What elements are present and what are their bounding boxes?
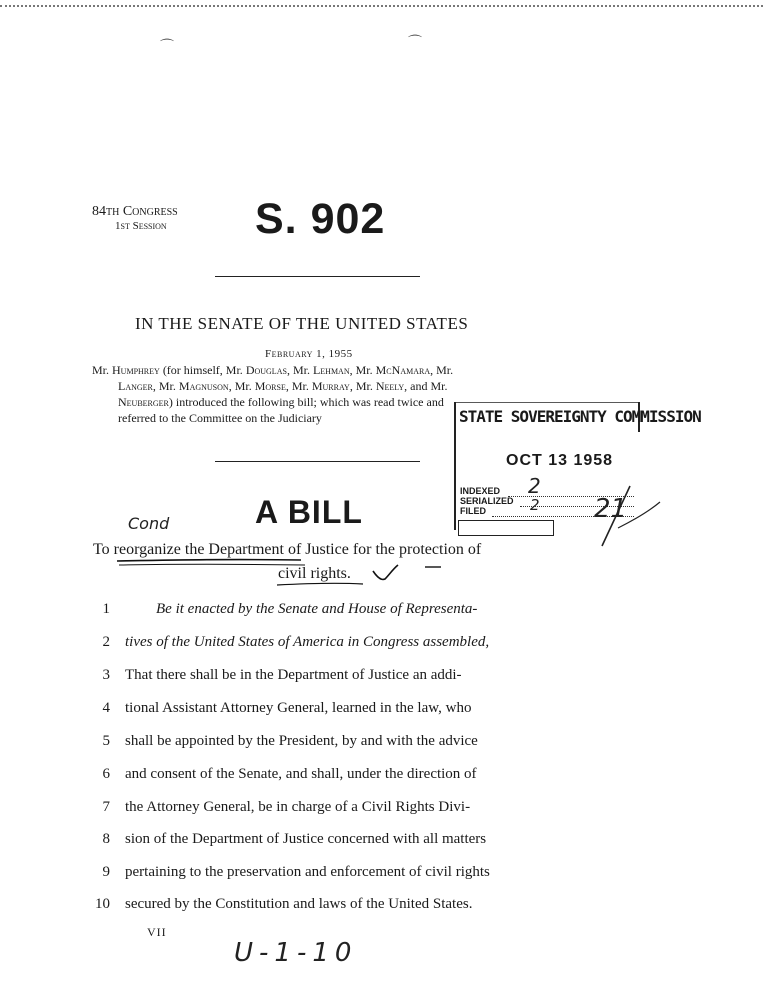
intro-text: , Mr. xyxy=(286,363,313,377)
intro-text: , Mr. xyxy=(349,379,376,393)
line-number: 9 xyxy=(102,864,110,880)
line-number: 5 xyxy=(102,733,110,749)
bill-title-line-2: civil rights. xyxy=(278,565,351,582)
intro-line-1 xyxy=(92,362,453,378)
bill-title-line-1: To reorganize the Department of Justice for the protection of xyxy=(93,541,482,558)
bill-text-line: Be it enacted by the Senate and House of Representa- xyxy=(156,601,478,617)
senator-name: Morse xyxy=(254,379,286,393)
bill-text-line: That there shall be in the Department of Justice an addi- xyxy=(125,667,462,683)
line-number: 7 xyxy=(102,799,110,815)
divider-rule xyxy=(215,276,420,277)
chamber-heading: IN THE SENATE OF THE UNITED STATES xyxy=(135,314,469,333)
introduction-date: February 1, 1955 xyxy=(265,348,353,360)
bill-text-line: tional Assistant Attorney General, learned in the law, who xyxy=(125,700,472,716)
divider-rule xyxy=(215,461,420,462)
intro-line-2 xyxy=(118,378,447,394)
stamp-indexed-label: INDEXED xyxy=(460,486,501,496)
page-signature-mark: VII xyxy=(147,925,167,939)
senator-name: Langer xyxy=(118,379,153,393)
intro-text: , Mr. xyxy=(152,379,179,393)
stamp-filed-label: FILED xyxy=(460,506,486,516)
page-top-border xyxy=(0,5,763,7)
handwritten-annotation: Cond xyxy=(128,514,170,533)
bill-text-line: the Attorney General, be in charge of a Civil Rights Divi- xyxy=(125,799,471,815)
bill-text-line: secured by the Constitution and laws of the United States. xyxy=(125,896,473,912)
senator-name: Magnuson xyxy=(178,379,229,393)
line-number: 10 xyxy=(95,896,110,912)
stamp-serial-handwriting: 2 xyxy=(530,496,540,514)
handwritten-slash xyxy=(590,480,662,552)
handwritten-underline xyxy=(115,555,445,587)
senator-name: Neuberger xyxy=(118,395,169,409)
congress-label: 84th Congress xyxy=(92,204,178,219)
bill-text-line: and consent of the Senate, and shall, under the direction of xyxy=(125,766,477,782)
intro-text: , Mr. xyxy=(228,379,255,393)
bill-heading: A BILL xyxy=(255,494,363,530)
intro-text: ) introduced the following bill; which was read twice and xyxy=(168,395,444,409)
scan-mark: ⌒ xyxy=(408,36,422,51)
intro-text: , and Mr. xyxy=(404,379,448,393)
stamp-index-handwriting: 2 xyxy=(528,474,541,498)
line-number: 8 xyxy=(102,831,110,847)
stamp-box xyxy=(458,520,554,536)
stamp-heading: STATE SOVEREIGNTY COMMISSION xyxy=(459,407,701,426)
senator-name: McNamara xyxy=(375,363,431,377)
scan-mark: ⌒ xyxy=(160,40,174,55)
bill-text-line: sion of the Department of Justice concerned with all matters xyxy=(125,831,487,847)
stamp-filed-handwriting: 21 xyxy=(594,494,628,524)
intro-text: , Mr. xyxy=(349,363,376,377)
bill-text-line: tives of the United States of America in Congress assembled, xyxy=(125,634,490,650)
senator-name: Murray xyxy=(311,379,350,393)
senator-name: Humphrey xyxy=(112,363,160,377)
handwritten-file-number: U-1-10 xyxy=(234,938,358,968)
line-number: 3 xyxy=(102,667,110,683)
line-number: 2 xyxy=(102,634,110,650)
bill-text-line: pertaining to the preservation and enforcement of civil rights xyxy=(125,864,490,880)
line-number: 4 xyxy=(102,700,110,716)
intro-line-4: referred to the Committee on the Judiciary xyxy=(118,411,322,425)
line-number: 6 xyxy=(102,766,110,782)
senator-name: Lehman xyxy=(312,363,350,377)
intro-text: Mr. xyxy=(92,363,113,377)
line-number: 1 xyxy=(102,601,110,617)
senator-name: Douglas xyxy=(245,363,287,377)
intro-text: , Mr. xyxy=(285,379,312,393)
stamp-date: OCT 13 1958 xyxy=(506,452,614,469)
stamp-serialized-label: SERIALIZED xyxy=(460,496,514,506)
intro-text: (for himself, Mr. xyxy=(159,363,246,377)
intro-text: , Mr. xyxy=(430,363,454,377)
bill-number: S. 902 xyxy=(255,195,386,243)
session-label: 1st Session xyxy=(115,220,167,232)
intro-line-3 xyxy=(118,394,444,410)
senator-name: Neely xyxy=(375,379,405,393)
bill-text-line: shall be appointed by the President, by and with the advice xyxy=(125,733,478,749)
